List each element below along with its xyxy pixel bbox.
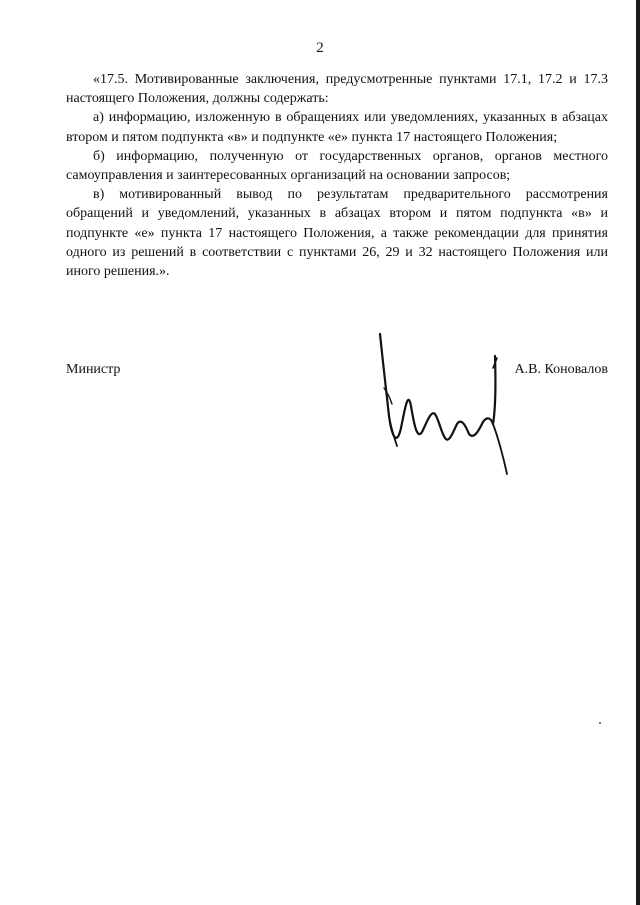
- handwritten-signature: [375, 328, 535, 478]
- signer-title: Министр: [66, 362, 121, 377]
- signer-name: А.В. Коновалов: [514, 362, 608, 377]
- page-number: 2: [316, 40, 324, 56]
- paragraph-item-a: а) информацию, изложенную в обращениях или уведомлениях, указанных в абзацах втором и пятом подпункта «в» и подпункте «е» пункта 17 настоящего Положения;: [66, 110, 608, 145]
- scan-speck: [599, 722, 601, 724]
- document-body: [66, 70, 608, 281]
- paragraph-item-b: б) информацию, полученную от государственных органов, органов местного самоуправления и заинтересованных организаций на основании запросов;: [66, 148, 608, 184]
- paragraph-item-c: в) мотивированный вывод по результатам предварительного рассмотрения обращений и уведомлений, указанных в абзацах втором и пятом подпункта «в» и подпункте «е» пункта 17 настоящего Положения, а также рекомендации для принятия одного из решений в соответствии с пунктами 26, 29 и 32 настоящего Положения или иного решения.».: [66, 187, 608, 280]
- page-edge-shadow: [636, 0, 640, 905]
- paragraph-intro: «17.5. Мотивированные заключения, предусмотренные пунктами 17.1, 17.2 и 17.3 настоящего Положения, должны содержать:: [66, 72, 608, 107]
